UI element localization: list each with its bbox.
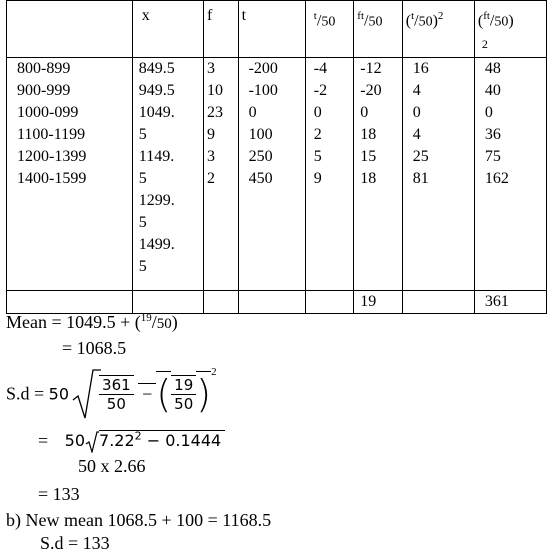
sd-fraction-1: [99, 375, 134, 413]
f-item: 23: [206, 104, 223, 121]
total-cell-empty: [203, 291, 238, 314]
t50-item: 0: [313, 104, 322, 121]
class-item: 1100-1199: [17, 126, 86, 143]
header-t50sq: $(^t/50)^2$: [402, 1, 474, 58]
t50sq-column: [402, 58, 474, 291]
x-item: 1499.: [138, 236, 175, 253]
t-item: 450: [248, 170, 273, 187]
sd-fraction-2: [171, 375, 196, 413]
total-cell-empty: [238, 291, 305, 314]
mean-result: = 1068.5: [62, 338, 127, 358]
x-item: 5: [138, 214, 147, 231]
sd-label: S.d =: [6, 383, 45, 404]
f-column: [203, 58, 238, 291]
t-item: 100: [248, 126, 273, 143]
sd-frac2-num: 19: [174, 376, 194, 394]
class-column: [7, 58, 133, 291]
paren-open: (: [156, 372, 172, 416]
table-header-row: [7, 1, 547, 58]
sd-step1-eq: =: [38, 430, 49, 451]
ft50sq-column: [474, 58, 546, 291]
t-column: [238, 58, 305, 291]
t50-column: [305, 58, 353, 291]
header-ft50sq: ($^{ft}$/50) 2: [474, 1, 546, 58]
total-ft50: 19: [354, 291, 402, 314]
ft50-item: 18: [360, 170, 377, 187]
f-item: 10: [206, 82, 223, 99]
mean-line: Mean = 1049.5 + ($^{19}$/50): [6, 312, 178, 332]
t-item: 0: [248, 104, 257, 121]
t-item: -100: [248, 82, 278, 99]
t50-item: 9: [313, 170, 322, 187]
sd-formula: [6, 368, 217, 418]
sd-step1-radicand: $7.22^2 - 0.1444$: [99, 430, 225, 450]
sd-frac1-den: 50: [106, 395, 126, 413]
ft50sq-item: 75: [484, 148, 501, 165]
header-t: t: [238, 1, 305, 58]
total-cell-empty: [7, 291, 133, 314]
t50-item: 5: [313, 148, 322, 165]
sd-square: 2: [211, 366, 217, 378]
paren-close: ): [196, 372, 212, 416]
header-class: [7, 1, 133, 58]
x-item: 1149.: [138, 148, 175, 165]
class-item: 900-999: [17, 82, 71, 99]
table-body-row: [7, 58, 547, 291]
ft50sq-item: 162: [484, 170, 509, 187]
t50sq-item: 25: [412, 148, 429, 165]
header-ft50: $^{ft}$/50: [354, 1, 402, 58]
header-f: f: [203, 1, 238, 58]
t50sq-item: 16: [412, 60, 429, 77]
frequency-table: [6, 0, 547, 314]
t50sq-item: 4: [412, 82, 421, 99]
ft50-item: -20: [360, 82, 382, 99]
f-item: 2: [206, 170, 215, 187]
t50-item: -2: [313, 82, 328, 99]
total-cell-empty: [305, 291, 353, 314]
t50-item: -4: [313, 60, 328, 77]
header-t50: $^t$/50: [305, 1, 353, 58]
t50sq-item: 4: [412, 126, 421, 143]
f-item: 3: [206, 148, 215, 165]
x-item: 1049.: [138, 104, 175, 121]
header-x: x: [132, 1, 203, 58]
sd-coefficient: 50: [48, 384, 70, 404]
t50-item: 2: [313, 126, 322, 143]
table-totals-row: [7, 291, 547, 314]
ft50-item: -12: [360, 60, 382, 77]
class-item: 800-899: [17, 60, 71, 77]
x-item: 1299.: [138, 192, 175, 209]
total-cell-empty: [402, 291, 474, 314]
t50sq-item: 81: [412, 170, 429, 187]
sd-minus: −: [138, 383, 156, 404]
sqrt-sign-icon: [85, 431, 99, 453]
t-item: -200: [248, 60, 278, 77]
sqrt-sign-icon: [71, 368, 101, 420]
ft50-item: 18: [360, 126, 377, 143]
class-item: 1200-1399: [17, 148, 87, 165]
class-item: 1400-1599: [17, 170, 87, 187]
part-b-line2: S.d = 133: [40, 533, 110, 553]
ft50-item: 0: [360, 104, 369, 121]
total-cell-empty: [132, 291, 203, 314]
x-item: 5: [138, 126, 147, 143]
x-column: [132, 58, 203, 291]
total-ft50sq: 361: [474, 291, 546, 314]
t-item: 250: [248, 148, 273, 165]
x-item: 949.5: [138, 82, 175, 99]
f-item: 3: [206, 60, 215, 77]
ft50sq-item: 36: [484, 126, 501, 143]
part-b-line1: b) New mean 1068.5 + 100 = 1168.5: [6, 510, 272, 530]
ft50sq-item: 40: [484, 82, 501, 99]
sd-frac2-den: 50: [174, 395, 194, 413]
sd-step1: [38, 430, 225, 453]
ft50sq-item: 0: [484, 104, 493, 121]
sd-step2: 50 x 2.66: [78, 456, 146, 476]
sd-step1-coef: 50: [64, 431, 86, 451]
sd-frac1-num: 361: [102, 376, 131, 394]
x-item: 5: [138, 170, 147, 187]
ft50-item: 15: [360, 148, 377, 165]
ft50sq-item: 48: [484, 60, 501, 77]
f-item: 9: [206, 126, 215, 143]
x-item: 5: [138, 258, 147, 275]
ft50-column: [354, 58, 402, 291]
class-item: 1000-099: [17, 104, 79, 121]
sd-step3: = 133: [38, 484, 80, 504]
t50sq-item: 0: [412, 104, 421, 121]
x-item: 849.5: [138, 60, 175, 77]
